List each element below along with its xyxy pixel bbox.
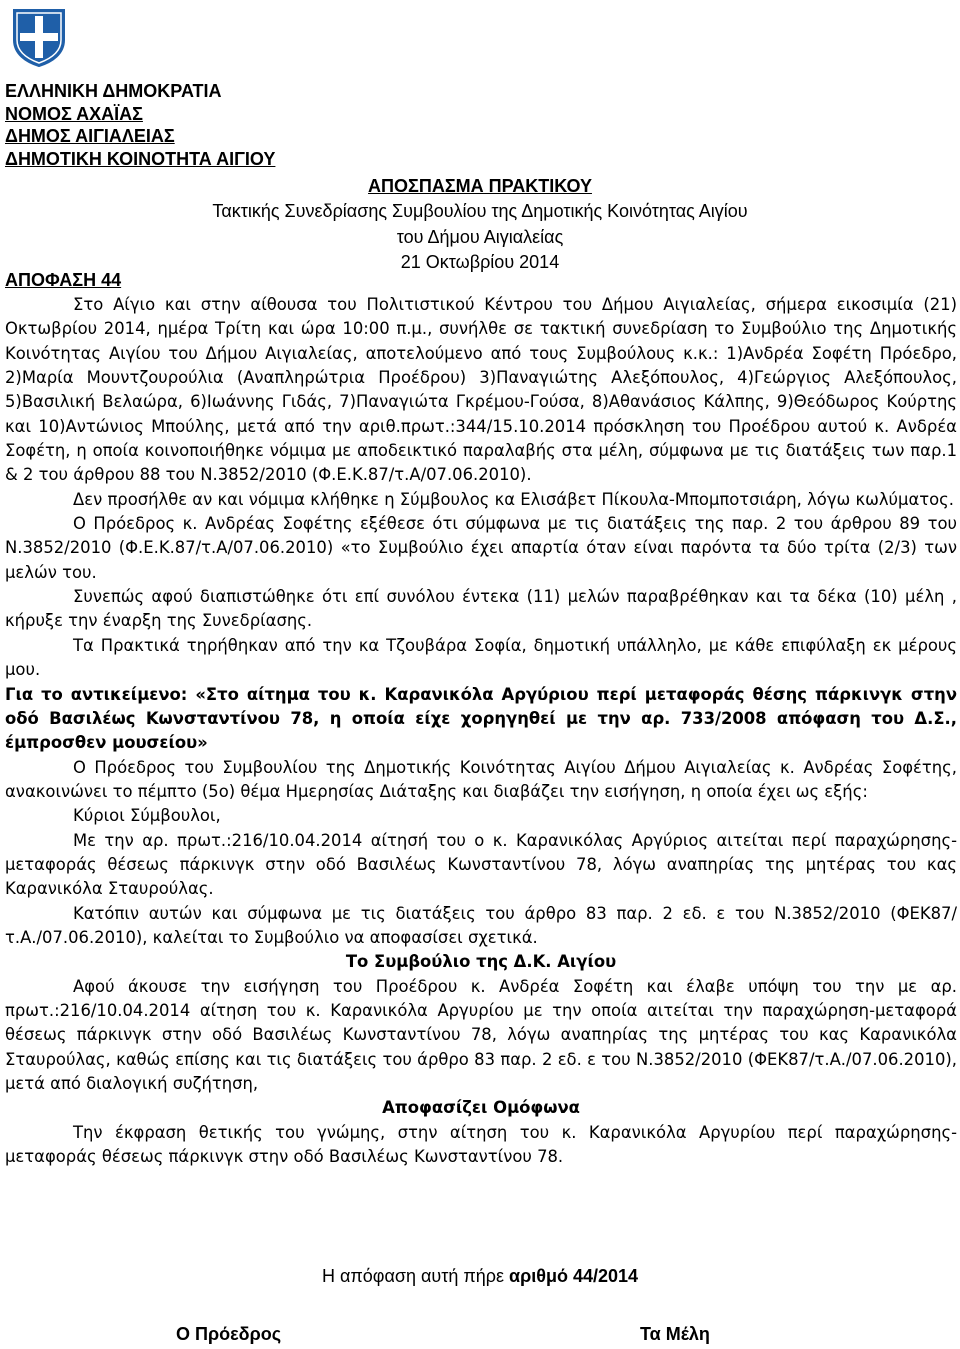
paragraph-request: Με την αρ. πρωτ.:216/10.04.2014 αίτησή του ο κ. Καρανικόλας Αργύριος αιτείται περί παραχώρησης-μεταφοράς θέσεως πάρκινγκ στην οδό Βασιλέως Κωνσταντίνου 78, λόγω αναπηρίας της μητέρας του κας Καρανικόλα Σταυρούλας. bbox=[5, 830, 957, 899]
paragraph-resolution: Την έκφραση θετικής του γνώμης, στην αίτηση του κ. Καρανικόλα Αργυρίου περί παραχώρησης-μεταφοράς θέσεως πάρκινγκ στην οδό Βασιλέως Κωνσταντίνου 78. bbox=[5, 1122, 957, 1167]
issuer-header bbox=[5, 80, 275, 171]
paragraph-session-details: Στο Αίγιο και στην αίθουσα του Πολιτιστικού Κέντρου του Δήμου Αιγιαλείας, σήμερα εικοσιμία (21) Οκτωβρίου 2014, ημέρα Τρίτη και ώρα 10:00 π.μ., συνήλθε σε τακτική συνεδρίαση το Συμβούλιο της Δημοτικής Κοινότητας Αιγίου του Δήμου Αιγιαλείας, αποτελούμενο από τους Συμβούλους κ.κ.: 1)Ανδρέα Σοφέτη Πρόεδρο, 2)Μαρία Μουντζουρούλια (Αναπληρώτρια Προέδρου) 3)Παναγιώτης Αλεξόπουλος, 4)Γεώργιος Αλεξόπουλος, 5)Βασιλική Βελαώρα, 6)Ιωάννης Γιδάς, 7)Παναγιώτα Γκρέμου-Γούσα, 8)Αθανάσιος Κάλπης, 9)Θεόδωρος Κούρτης και 10)Αντώνιος Μπούλης, μετά από την αριθ.πρωτ.:344/15.10.2014 πρόσκληση του Προέδρου αυτού κ. Ανδρέα Σοφέτη, η οποία κοινοποιήθηκε νόμιμα με αποδεικτικό παραλαβής στα μέλη, σύμφωνα με τις διατάξεις των παρ.1 & 2 του άρθρου 88 του Ν.3852/2010 (Φ.Ε.Κ.87/τ.Α/07.06.2010). bbox=[5, 295, 957, 485]
paragraph-quorum-rule: Ο Πρόεδρος κ. Ανδρέας Σοφέτης εξέθεσε ότι σύμφωνα με τις διατάξεις της παρ. 2 του άρθρου 89 του Ν.3852/2010 (Φ.Ε.Κ.87/τ.Α/07.06.2010) «το Συμβούλιο έχει απαρτία όταν είναι παρόντα τα δύο τρίτα (2/3) των μελών του. bbox=[5, 514, 957, 582]
session-subtitle: Τακτικής Συνεδρίασης Συμβουλίου της Δημοτικής Κοινότητας Αιγίου bbox=[212, 201, 748, 221]
decision-number: αριθμό 44/2014 bbox=[509, 1266, 639, 1286]
paragraph-agenda-item: Ο Πρόεδρος του Συμβουλίου της Δημοτικής Κοινότητας Αιγίου Δήμου Αιγιαλείας κ. Ανδρέας Σοφέτης, ανακοινώνει το πέμπτο (5ο) θέμα Ημερησίας Διάταξης και διαβάζει την εισήγηση, η οποία έχει ως εξής: bbox=[5, 757, 957, 801]
municipality-subtitle: του Δήμου Αιγιαλείας bbox=[396, 227, 564, 247]
signature-president: Ο Πρόεδρος bbox=[176, 1324, 282, 1344]
signature-members: Τα Μέλη bbox=[640, 1324, 710, 1344]
paragraph-deliberation: Αφού άκουσε την εισήγηση του Προέδρου κ. Ανδρέα Σοφέτη και έλαβε υπόψη του την με αρ. πρωτ.:216/10.04.2014 αίτηση του κ. Καρανικόλα Αργυρίου με την οποία αιτείται την παραχώρηση-μεταφορά θέσεως πάρκινγκ στην οδό Βασιλέως Κωνσταντίνου 78, λόγω αναπηρίας της μητέρας του κας Καρανικόλα Σταυρούλας, καθώς επίσης και τις διατάξεις του άρθρο 83 παρ. 2 εδ. ε του Ν.3852/2010 (ΦΕΚ87/τ.Α./07.06.2010), μετά από διαλογική συζήτηση, bbox=[5, 976, 957, 1093]
decision-number-prefix: Η απόφαση αυτή πήρε bbox=[321, 1266, 510, 1286]
greek-coat-of-arms-icon bbox=[8, 6, 70, 68]
document-title: ΑΠΟΣΠΑΣΜΑ ΠΡΑΚΤΙΚΟΥ bbox=[368, 176, 592, 196]
header-community: ΔΗΜΟΤΙΚΗ ΚΟΙΝΟΤΗΤΑ ΑΙΓΙΟΥ bbox=[5, 149, 276, 170]
minutes-body bbox=[5, 293, 957, 1169]
decision-label: ΑΠΟΦΑΣΗ 44 bbox=[5, 270, 122, 290]
decision-number-line bbox=[0, 1266, 960, 1287]
paragraph-quorum-confirmed: Συνεπώς αφού διαπιστώθηκε ότι επί συνόλου έντεκα (11) μελών παραβρέθηκαν και τα δέκα (10) μέλη , κήρυξε την έναρξη της Συνεδρίασης. bbox=[5, 587, 957, 631]
paragraph-absence: Δεν προσήλθε αν και νόμιμα κλήθηκε η Σύμβουλος κα Ελισάβετ Πίκουλα-Μπομποτσιάρη, λόγω κωλύματος. bbox=[73, 489, 954, 509]
paragraph-salutation: Κύριοι Σύμβουλοι, bbox=[73, 806, 221, 826]
paragraph-subject: Για το αντικείμενο: «Στο αίτημα του κ. Καρανικόλα Αργύριου περί μεταφοράς θέσης πάρκινγκ στην οδό Βασιλέως Κωνσταντίνου 78, η οποία είχε χορηγηθεί με την αρ. 733/2008 απόφαση του Δ.Σ., έμπροσθεν μουσείου» bbox=[5, 684, 957, 753]
paragraph-minutes-keeper: Τα Πρακτικά τηρήθηκαν από την κα Τζουβάρα Σοφία, δημοτική υπάλληλο, με κάθε επιφύλαξη εκ μέρους μου. bbox=[5, 635, 957, 680]
resolution-heading: Αποφασίζει Ομόφωνα bbox=[382, 1098, 580, 1118]
header-republic: ΕΛΛΗΝΙΚΗ ΔΗΜΟΚΡΑΤΙΑ bbox=[5, 81, 222, 101]
header-prefecture: ΝΟΜΟΣ ΑΧΑΪΑΣ bbox=[5, 103, 143, 124]
session-date: 21 Οκτωβρίου 2014 bbox=[400, 252, 560, 272]
header-municipality: ΔΗΜΟΣ ΑΙΓΙΑΛΕΙΑΣ bbox=[5, 126, 175, 147]
paragraph-legal-basis: Κατόπιν αυτών και σύμφωνα με τις διατάξεις του άρθρο 83 παρ. 2 εδ. ε του Ν.3852/2010 (ΦΕΚ87/τ.Α./07.06.2010), καλείται το Συμβούλιο να αποφασίσει σχετικά. bbox=[5, 903, 957, 947]
council-heading: Το Συμβούλιο της Δ.Κ. Αιγίου bbox=[345, 952, 617, 972]
